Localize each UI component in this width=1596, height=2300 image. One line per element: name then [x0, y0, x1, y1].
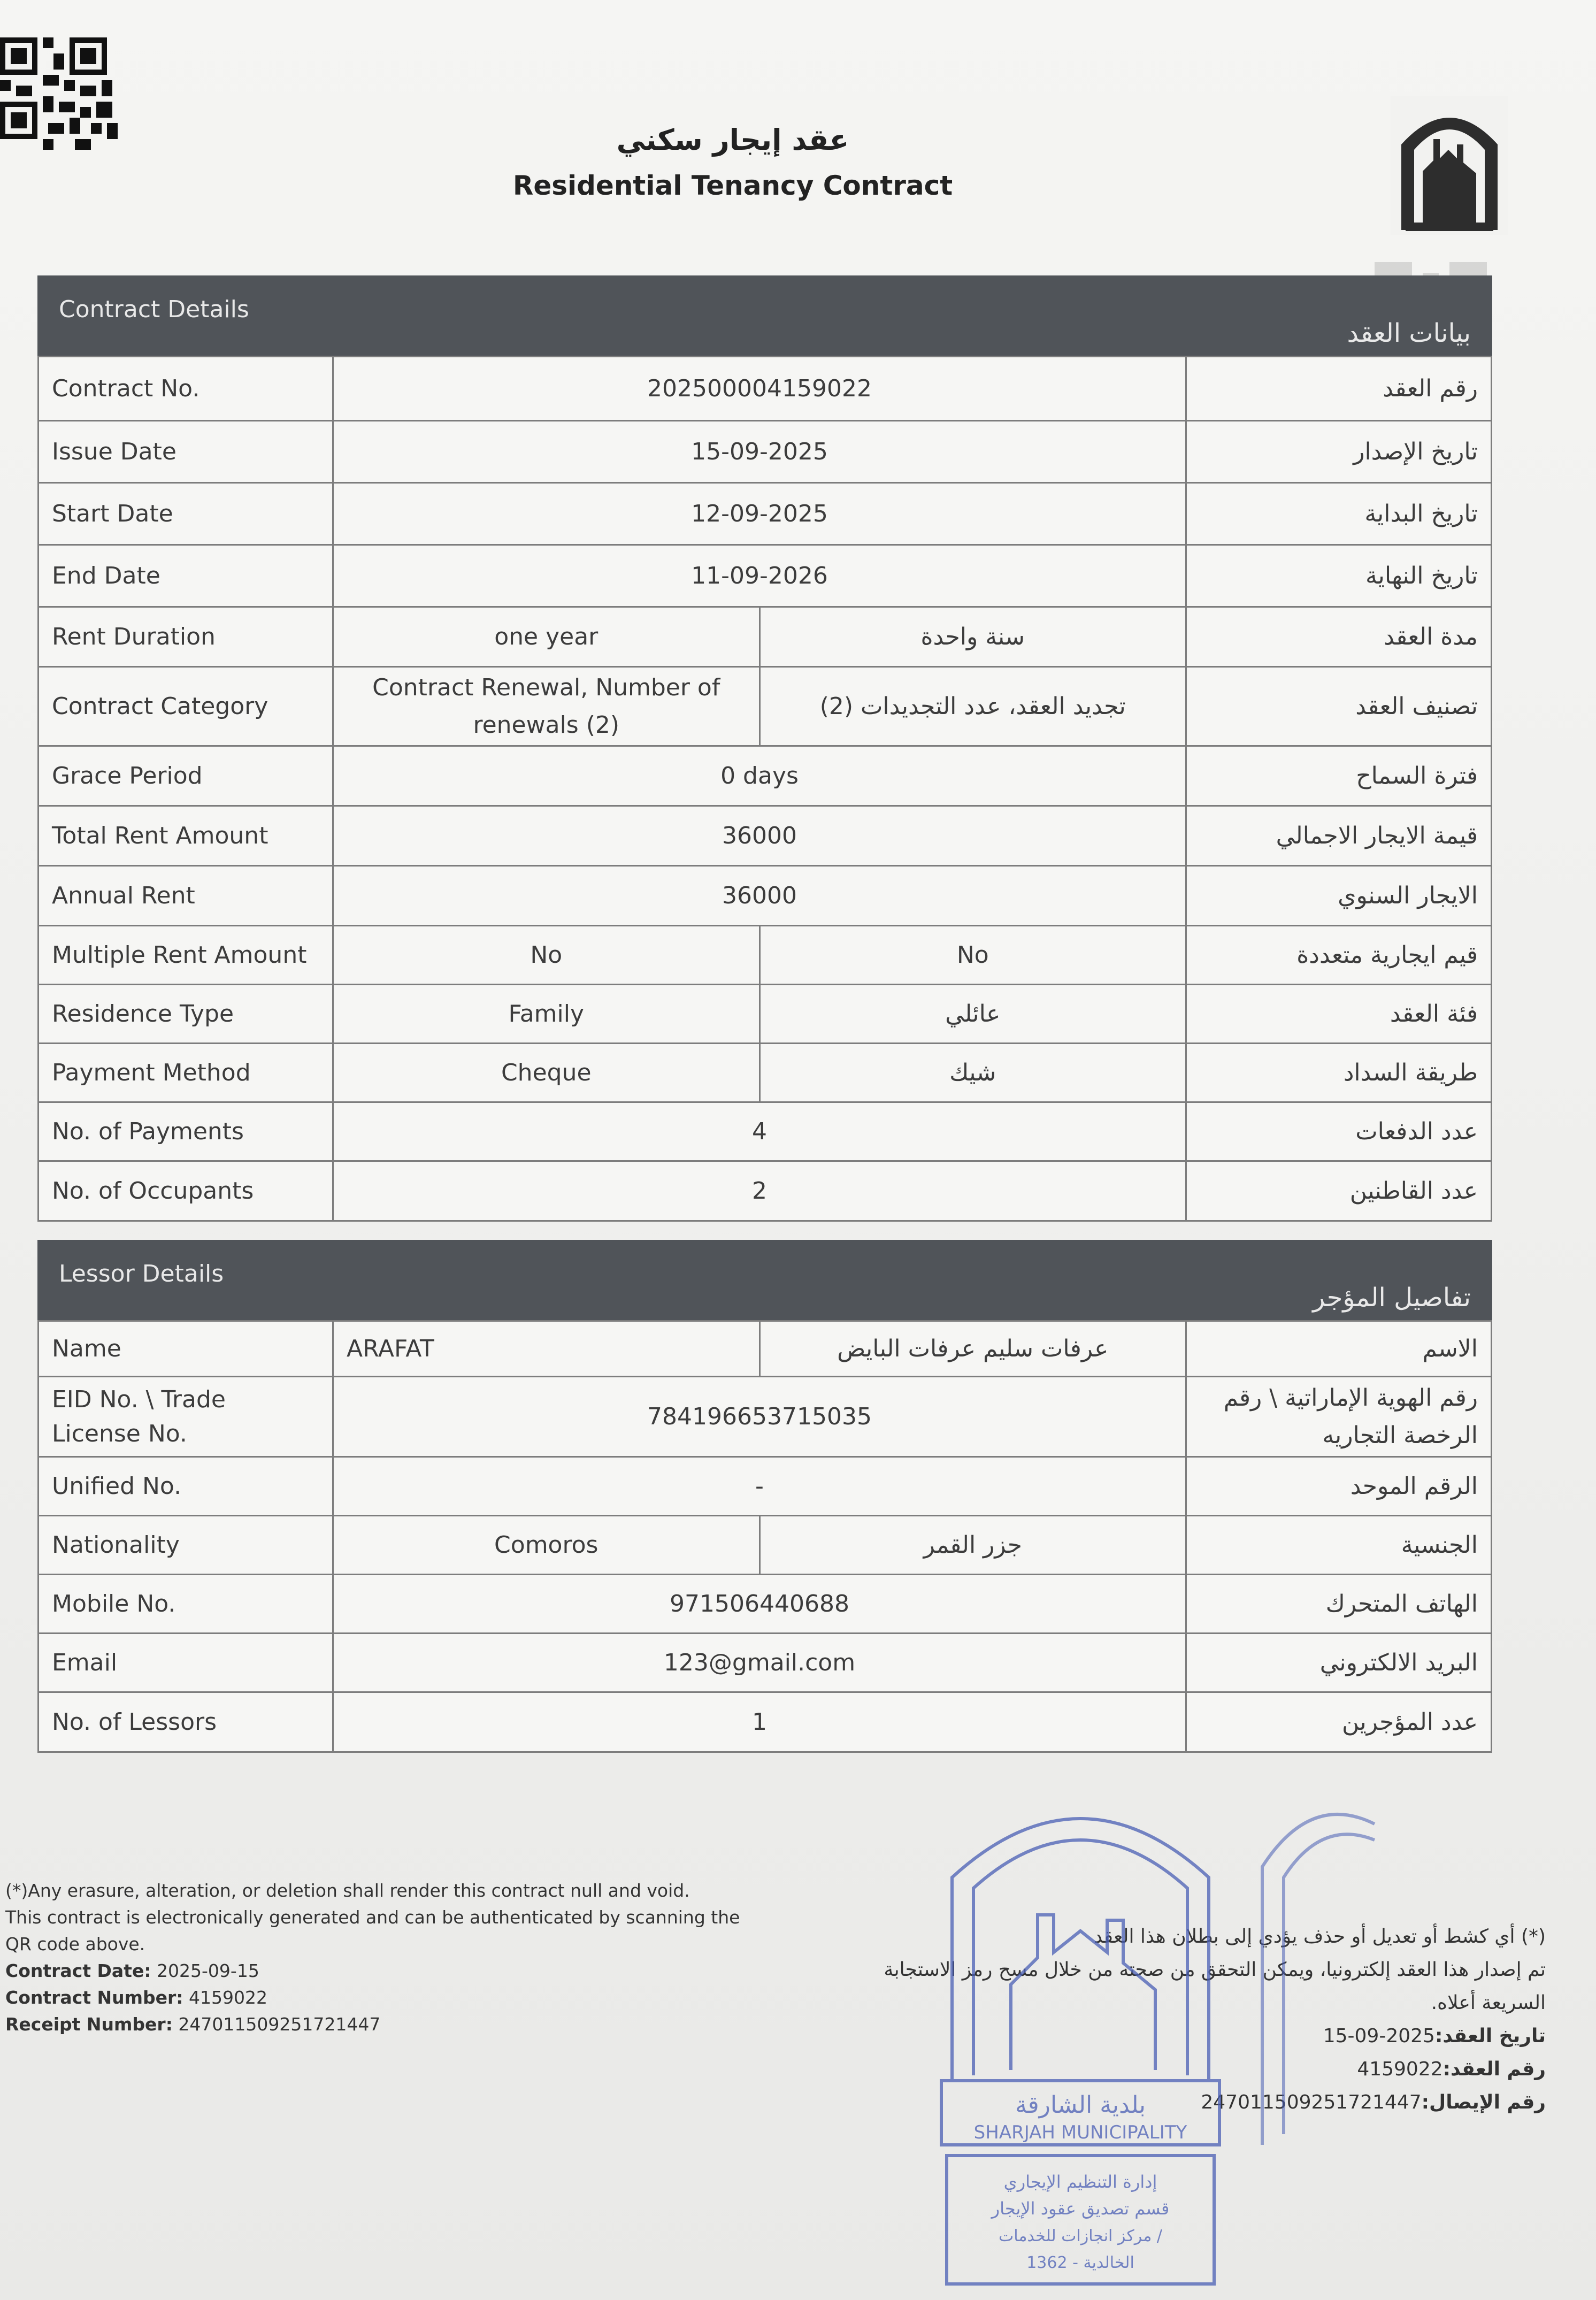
nationality-value: Comoros [333, 1516, 760, 1575]
row-label: Rent Duration [39, 607, 333, 667]
footer-note-1: (*)Any erasure, alteration, or deletion shall render this contract null and void. [5, 1880, 690, 1901]
stamp-line-1: إدارة التنظيم الإيجاري [1003, 2172, 1157, 2192]
row-label: Email [39, 1634, 333, 1692]
table-row [39, 1516, 1492, 1575]
row-label: Contract Category [39, 667, 333, 746]
row-label: Issue Date [39, 421, 333, 483]
table-row [39, 746, 1492, 806]
section-title-ar: بيانات العقد [1347, 318, 1471, 348]
table-row [39, 607, 1492, 667]
table-row [39, 667, 1492, 746]
table-row [39, 357, 1492, 421]
rent-duration-value: one year [333, 607, 760, 667]
row-label: EID No. \ Trade License No. [39, 1377, 333, 1457]
row-label: Nationality [39, 1516, 333, 1575]
table-row [39, 1044, 1492, 1102]
row-label-ar: عدد القاطنين [1186, 1161, 1492, 1221]
start-date-value: 12-09-2025 [333, 483, 1186, 545]
multiple-rent-value: No [333, 926, 760, 985]
table-row [39, 1161, 1492, 1221]
sharjah-municipality-stamp-icon [931, 1781, 1230, 2295]
row-label: Total Rent Amount [39, 806, 333, 866]
row-label-ar: مدة العقد [1186, 607, 1492, 667]
table-row [39, 926, 1492, 985]
row-label-ar: عدد الدفعات [1186, 1102, 1492, 1161]
row-label-ar: تاريخ البداية [1186, 483, 1492, 545]
row-label-ar: الجنسية [1186, 1516, 1492, 1575]
row-label-ar: رقم الهوية الإماراتية \ رقم الرخصة التجاريه [1186, 1377, 1492, 1457]
row-label: Start Date [39, 483, 333, 545]
stamp-title-ar: بلدية الشارقة [1015, 2091, 1146, 2119]
payment-method-value-ar: شيك [759, 1044, 1186, 1102]
lessor-details-header [37, 1240, 1492, 1320]
table-row [39, 806, 1492, 866]
row-label: Mobile No. [39, 1575, 333, 1634]
row-label-ar: قيم ايجارية متعددة [1186, 926, 1492, 985]
total-rent-value: 36000 [333, 806, 1186, 866]
table-row [39, 1377, 1492, 1457]
row-label: Payment Method [39, 1044, 333, 1102]
row-label: Residence Type [39, 985, 333, 1044]
rent-duration-value-ar: سنة واحدة [759, 607, 1186, 667]
row-label-ar: تاريخ الإصدار [1186, 421, 1492, 483]
row-label-ar: عدد المؤجرين [1186, 1692, 1492, 1752]
contract-details-section [37, 275, 1492, 1222]
payments-count-value: 4 [333, 1102, 1186, 1161]
row-label-ar: البريد الالكتروني [1186, 1634, 1492, 1692]
table-row [39, 985, 1492, 1044]
table-row [39, 421, 1492, 483]
section-title-en: Contract Details [59, 296, 249, 323]
table-row [39, 1575, 1492, 1634]
unified-no-value: - [333, 1457, 1186, 1516]
table-row [39, 866, 1492, 926]
contract-category-value-ar: تجديد العقد، عدد التجديدات (2) [759, 667, 1186, 746]
footer-receipt-number: Receipt Number: 247011509251721447 [5, 2014, 381, 2035]
row-label: Annual Rent [39, 866, 333, 926]
footer-contract-number: Contract Number: 4159022 [5, 1987, 267, 2008]
row-label-ar: تصنيف العقد [1186, 667, 1492, 746]
table-row [39, 545, 1492, 607]
section-title-ar: تفاصيل المؤجر [1313, 1283, 1471, 1313]
row-label-ar: الاسم [1186, 1321, 1492, 1377]
payment-method-value: Cheque [333, 1044, 760, 1102]
stamp-partial-icon [1246, 1781, 1407, 2156]
lessors-count-value: 1 [333, 1692, 1186, 1752]
row-label-ar: الهاتف المتحرك [1186, 1575, 1492, 1634]
row-label: No. of Payments [39, 1102, 333, 1161]
email-value: 123@gmail.com [333, 1634, 1186, 1692]
contract-category-value: Contract Renewal, Number of renewals (2) [333, 667, 760, 746]
row-label: No. of Occupants [39, 1161, 333, 1221]
mobile-value: 971506440688 [333, 1575, 1186, 1634]
lessor-details-table [37, 1320, 1492, 1753]
stamp-line-4: الخالدية - 1362 [1026, 2253, 1134, 2272]
table-row [39, 1457, 1492, 1516]
footer-contract-number-ar: رقم العقد:4159022 [1357, 2058, 1546, 2080]
lessor-name-value: ARAFAT [333, 1321, 760, 1377]
stamp-line-3: مركز انجازات للخدمات / [998, 2227, 1163, 2245]
row-label-ar: قيمة الايجار الاجمالي [1186, 806, 1492, 866]
table-row [39, 1102, 1492, 1161]
row-label-ar: فئة العقد [1186, 985, 1492, 1044]
table-row [39, 483, 1492, 545]
nationality-value-ar: جزر القمر [759, 1516, 1186, 1575]
qr-code-icon [0, 32, 123, 193]
row-label: No. of Lessors [39, 1692, 333, 1752]
footer-note-2: This contract is electronically generated and can be authenticated by scanning the QR code above. [5, 1907, 740, 1954]
row-label-ar: رقم العقد [1186, 357, 1492, 421]
section-title-en: Lessor Details [59, 1260, 224, 1287]
contract-number-value: 202500004159022 [333, 357, 1186, 421]
footer-english [5, 1877, 765, 2038]
row-label: Name [39, 1321, 333, 1377]
grace-period-value: 0 days [333, 746, 1186, 806]
title-english: Residential Tenancy Contract [512, 170, 953, 201]
stamp-line-2: قسم تصديق عقود الإيجار [991, 2198, 1170, 2219]
row-label-ar: تاريخ النهاية [1186, 545, 1492, 607]
row-label-ar: فترة السماح [1186, 746, 1492, 806]
row-label: Multiple Rent Amount [39, 926, 333, 985]
table-row [39, 1634, 1492, 1692]
lessor-details-section [37, 1240, 1492, 1753]
row-label-ar: طريقة السداد [1186, 1044, 1492, 1102]
footer-note-1-ar: (*) أي كشط أو تعديل أو حذف يؤدي إلى بطلان هذا العقد [1094, 1926, 1546, 1948]
footer-contract-date-ar: تاريخ العقد:2025-09-15 [1323, 2025, 1546, 2047]
row-label-ar: الايجار السنوي [1186, 866, 1492, 926]
row-label: Grace Period [39, 746, 333, 806]
footer-receipt-number-ar: رقم الإيصال:247011509251721447 [1201, 2091, 1546, 2113]
footer-note-2-ar: تم إصدار هذا العقد إلكترونيا، ويمكن التحقق من صحته من خلال مسح رمز الاستجابة السريعة أعلاه. [884, 1959, 1546, 2014]
stamp-title-en: SHARJAH MUNICIPALITY [973, 2122, 1187, 2143]
sharjah-municipality-logo-icon [1391, 96, 1508, 235]
issue-date-value: 15-09-2025 [333, 421, 1186, 483]
multiple-rent-value-ar: No [759, 926, 1186, 985]
residence-type-value: Family [333, 985, 760, 1044]
residence-type-value-ar: عائلي [759, 985, 1186, 1044]
table-row [39, 1692, 1492, 1752]
row-label: End Date [39, 545, 333, 607]
occupants-value: 2 [333, 1161, 1186, 1221]
row-label: Contract No. [39, 357, 333, 421]
row-label-ar: الرقم الموحد [1186, 1457, 1492, 1516]
table-row [39, 1321, 1492, 1377]
end-date-value: 11-09-2026 [333, 545, 1186, 607]
footer-contract-date: Contract Date: 2025-09-15 [5, 1960, 259, 1981]
eid-value: 784196653715035 [333, 1377, 1186, 1457]
row-label: Unified No. [39, 1457, 333, 1516]
contract-details-table [37, 356, 1492, 1222]
title-arabic: عقد إيجار سكني [616, 123, 849, 157]
annual-rent-value: 36000 [333, 866, 1186, 926]
contract-details-header [37, 275, 1492, 356]
lessor-name-value-ar: عرفات سليم عرفات البايض [759, 1321, 1186, 1377]
